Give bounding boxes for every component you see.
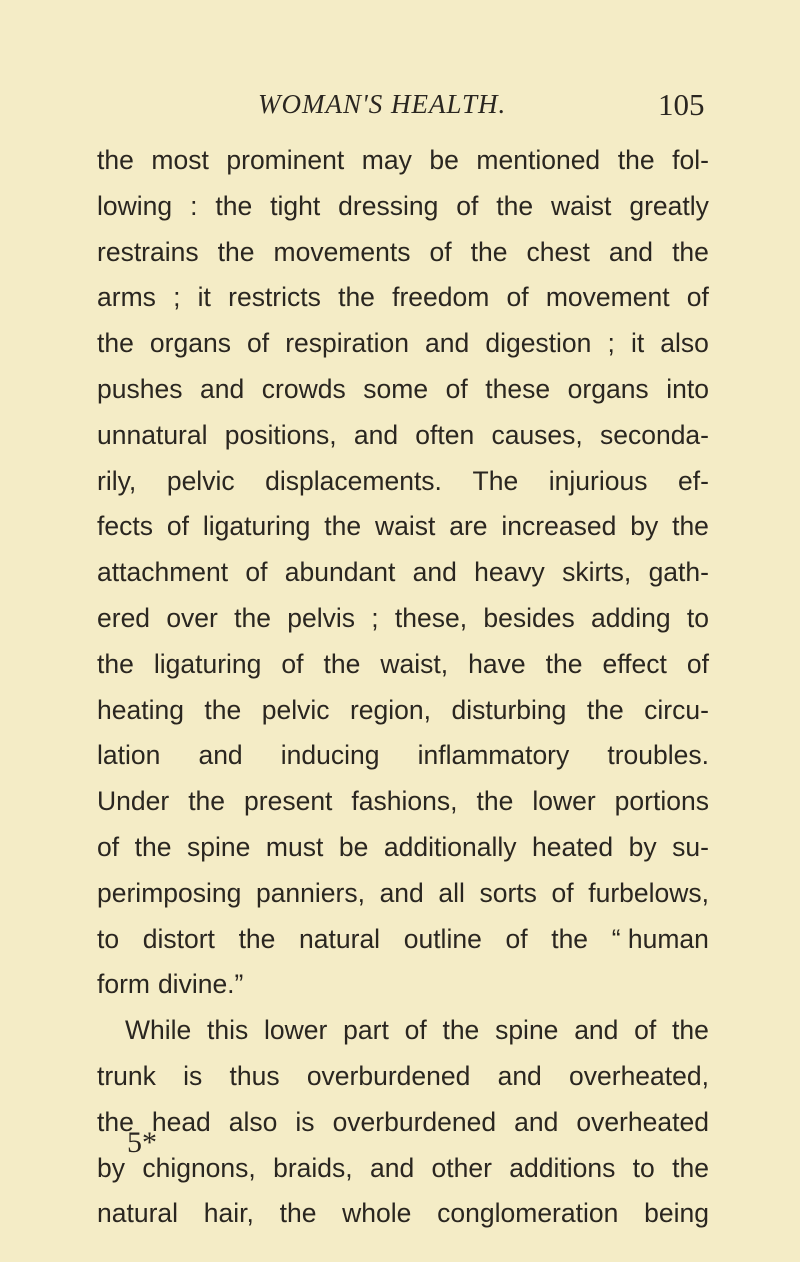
word: the [217,236,255,267]
text-line [97,184,709,230]
word: and [369,1152,415,1183]
word: pushes [97,373,183,404]
word: lowing [97,190,173,221]
text-line [97,642,709,688]
text-line [97,367,709,413]
word: ligaturing [153,648,262,679]
word: overburdened [332,1106,497,1137]
word: be [338,831,369,862]
word: rily, [97,465,137,496]
word: the [545,648,583,679]
word: present [244,786,333,817]
word: to [97,923,120,954]
text-line [97,917,709,963]
word: increased [501,511,617,542]
body-text [97,138,709,1237]
word: ; [371,602,379,633]
word: lower [532,786,596,817]
word: heavy [474,557,545,588]
word: portions [614,786,709,817]
word: furbelows, [588,877,709,908]
word: digestion [485,328,592,359]
word: the [323,648,361,679]
word: some [363,373,429,404]
word: Under [97,786,170,817]
word: head [151,1106,211,1137]
word: the [586,694,624,725]
word: be [429,145,459,175]
word: abundant [284,557,396,588]
word: natural [299,923,381,954]
word: the [672,511,709,542]
word: ; [607,328,615,359]
word: is [295,1106,315,1137]
word: of [634,1015,657,1046]
word: of [551,877,574,908]
word: prominent [226,145,345,175]
text-line [97,688,709,734]
word: pelvis [287,602,356,633]
signature-mark: 5* [127,1126,157,1159]
word: and [412,557,457,588]
word: and [425,328,470,359]
word: of [505,923,528,954]
word: restrains [97,236,199,267]
word: ligaturing [202,511,311,542]
word: by [628,831,657,862]
word: heating [97,694,184,725]
word: gath- [648,557,709,588]
word: and [574,1015,619,1046]
word: hair, [203,1198,254,1229]
text-line [97,321,709,367]
word: of [245,557,268,588]
word: these [485,373,551,404]
word: pelvic [166,465,235,496]
word: injurious [548,465,648,496]
word: the [442,1015,480,1046]
word: organs [567,373,649,404]
word: the [97,328,134,359]
word: additionally [383,831,517,862]
word: the [97,648,134,679]
word: overheated, [569,1060,709,1091]
word: of [281,648,304,679]
word: all [438,877,465,908]
word: displacements. [265,465,442,496]
word: to [632,1152,655,1183]
word: being [644,1198,709,1229]
running-title: WOMAN'S HEALTH. [258,89,507,119]
word: fects [97,511,153,542]
text-line [97,779,709,825]
text-line [97,459,709,505]
word: of [247,328,270,359]
word: of [166,511,189,542]
word: trunk [97,1060,156,1091]
text-line [97,413,709,459]
word: the [496,190,534,221]
word: inflammatory [417,740,570,771]
word: natural [97,1198,179,1229]
word: of [429,236,452,267]
word: are [449,511,488,542]
word: and [608,236,654,267]
word: form [97,969,150,1000]
word: fashions, [351,786,458,817]
word: movement [545,282,670,313]
word: fol- [672,145,709,175]
text-line [97,1100,709,1146]
word: over [166,602,218,633]
word: other [431,1152,492,1183]
word: also [660,328,709,359]
word: the [204,694,242,725]
word: heated [532,831,614,862]
word: most [151,145,209,175]
text-line [97,1008,709,1054]
word: waist [551,190,612,221]
word: also [228,1106,278,1137]
word: it [197,282,211,313]
word: these, [394,602,468,633]
word: panniers, [255,877,365,908]
word: the [672,1152,709,1183]
text-line [97,275,709,321]
word: ered [97,602,151,633]
word: and [379,877,424,908]
word: waist, [380,648,449,679]
word: overburdened [306,1060,471,1091]
word: waist [374,511,436,542]
word: to [686,602,709,633]
word: : [190,190,198,221]
text-line [97,1054,709,1100]
word: the [134,831,172,862]
word: overheated [576,1106,709,1137]
word: the [617,145,655,175]
word: often [415,419,475,450]
text-line [97,230,709,276]
word: additions [509,1152,616,1183]
word: disturbing [451,694,567,725]
word: sorts [479,877,537,908]
word: it [630,328,645,359]
word: adding [591,602,671,633]
word: the [338,282,375,313]
word: spine [495,1015,559,1046]
word: seconda- [599,419,709,450]
word: divine.” [157,969,244,1000]
text-line [97,1191,709,1237]
word: the [551,923,589,954]
word: lation [97,740,161,771]
word: of [506,282,529,313]
word: freedom [392,282,490,313]
word: ef- [678,465,709,496]
word: distort [142,923,215,954]
word: the [672,1015,709,1046]
word: perimposing [97,877,242,908]
word: by [97,1152,125,1183]
word: region, [349,694,431,725]
word: conglomeration [437,1198,619,1229]
word: besides [483,602,575,633]
word: mentioned [476,145,601,175]
word: into [666,373,709,404]
word: by [630,511,659,542]
word: the [324,511,362,542]
word: part [343,1015,389,1046]
word: chignons, [142,1152,256,1183]
word: pelvic [261,694,330,725]
word: the [234,602,271,633]
word: organs [149,328,231,359]
word: ; [173,282,181,313]
word: must [265,831,324,862]
word: and [198,740,243,771]
word: greatly [629,190,709,221]
word: may [361,145,412,175]
word: thus [229,1060,280,1091]
word: respiration [285,328,409,359]
page-number: 105 [658,87,705,122]
word: of [686,648,709,679]
word: inducing [280,740,380,771]
word: and [497,1060,542,1091]
word: effect [602,648,667,679]
word: the [188,786,226,817]
word: this [207,1015,249,1046]
text-line [97,871,709,917]
word: While [125,1015,192,1046]
word: braids, [273,1152,353,1183]
text-line [97,825,709,871]
word: the [215,190,253,221]
word: and [514,1106,559,1137]
word: unnatural [97,419,208,450]
word: circu- [644,694,709,725]
word: whole [342,1198,412,1229]
word: of [686,282,709,313]
word: movements [273,236,411,267]
word: the [238,923,276,954]
word: and [353,419,399,450]
text-line [97,733,709,779]
text-line [97,962,709,1008]
word: outline [403,923,482,954]
word: chest [526,236,590,267]
word: “ human [611,923,709,954]
word: the [672,236,709,267]
word: the [97,1106,134,1137]
word: tight [270,190,321,221]
word: and [200,373,245,404]
text-line [97,596,709,642]
word: have [468,648,526,679]
text-line [97,504,709,550]
word: restricts [228,282,321,313]
word: of [445,373,468,404]
word: attachment [97,557,229,588]
word: su- [672,831,709,862]
word: the [476,786,514,817]
word: the [279,1198,317,1229]
word: of [404,1015,427,1046]
word: positions, [224,419,337,450]
word: the [470,236,508,267]
word: The [472,465,519,496]
word: arms [97,282,156,313]
word: of [97,831,120,862]
word: crowds [261,373,346,404]
word: lower [264,1015,328,1046]
word: dressing [338,190,439,221]
word: causes, [491,419,583,450]
word: troubles. [607,740,709,771]
word: is [183,1060,203,1091]
word: of [456,190,479,221]
word: spine [187,831,251,862]
text-line [97,550,709,596]
text-line [97,138,709,184]
word: the [97,145,134,175]
word: skirts, [562,557,632,588]
text-line [97,1146,709,1192]
